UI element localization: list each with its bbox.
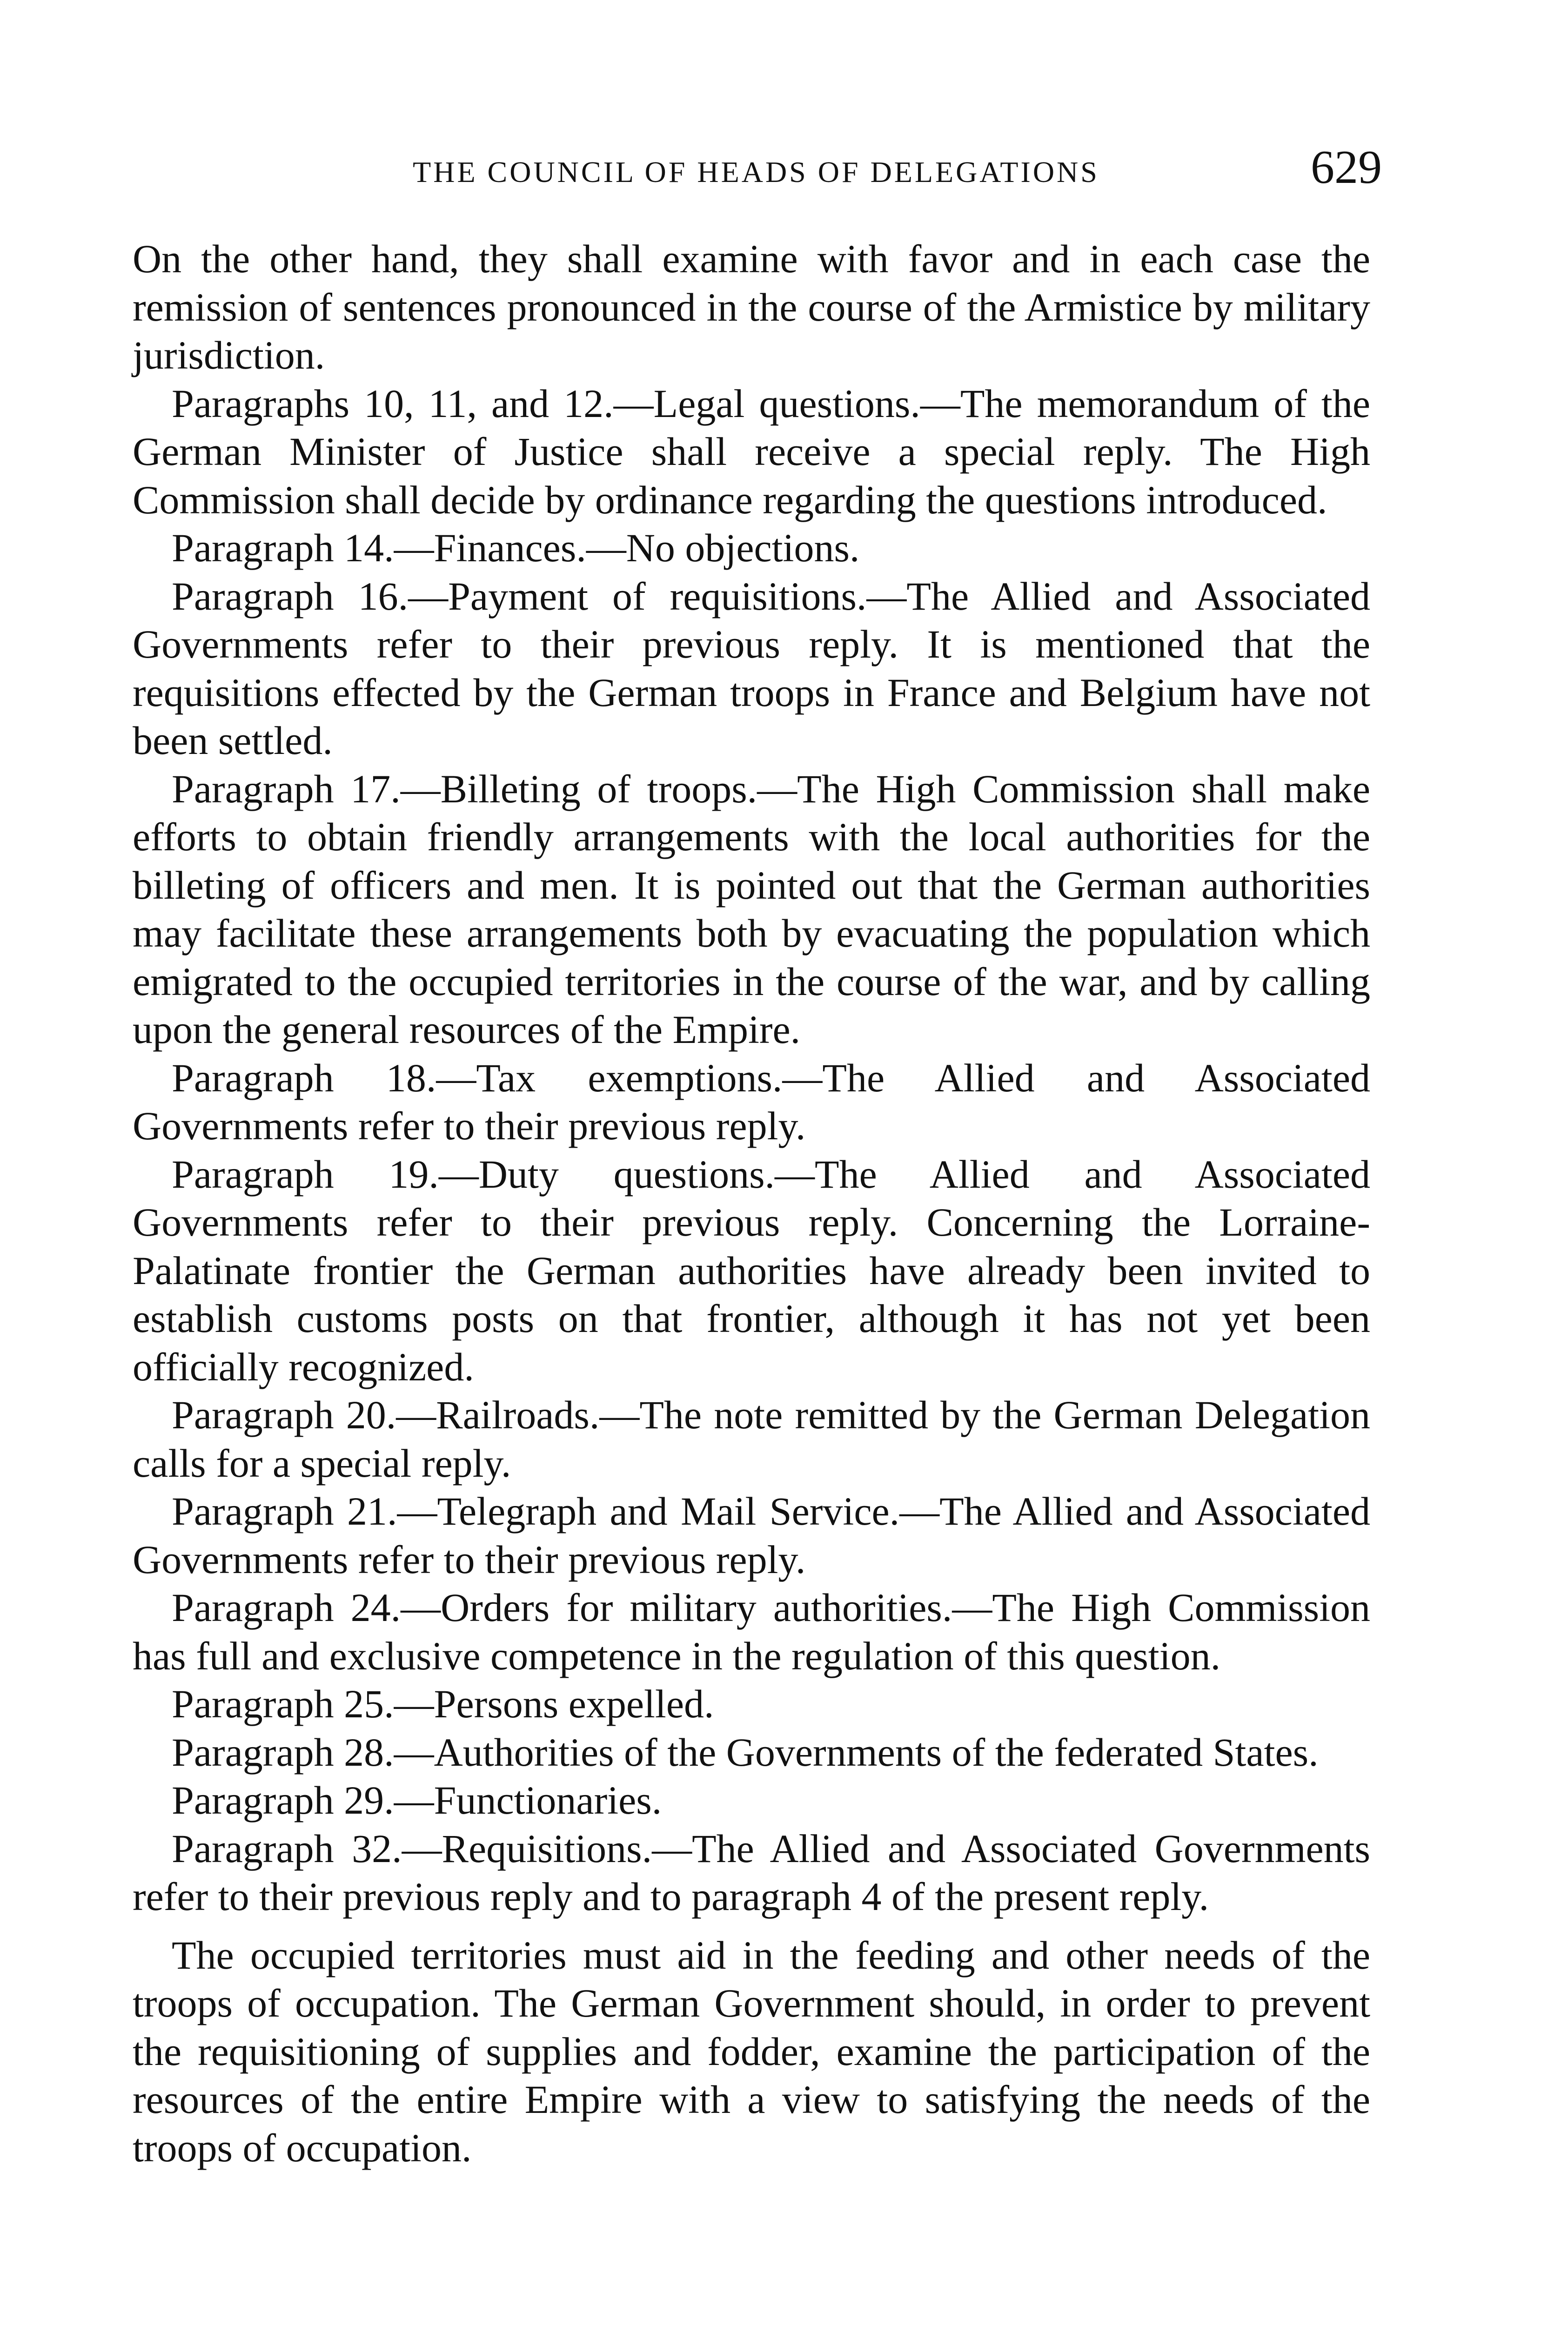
- paragraph-telegraph-and-mail: Paragraph 21.—Telegraph and Mail Service.—The Allied and Associated Governments refer to their previous reply.: [133, 1489, 1370, 1582]
- paragraph-federated-states: Paragraph 28.—Authorities of the Governments of the federated States.: [172, 1729, 1319, 1775]
- paragraph-railroads: Paragraph 20.—Railroads.—The note remitted by the German Delegation calls for a special reply.: [133, 1392, 1370, 1486]
- body-text: [133, 235, 1370, 2172]
- paragraph-military-orders: Paragraph 24.—Orders for military authorities.—The High Commission has full and exclusive competence in the regulation of this question.: [133, 1585, 1370, 1678]
- paragraph-payment-of-requisitions: Paragraph 16.—Payment of requisitions.—The Allied and Associated Governments refer to their previous reply. It is mentioned that the requisitions effected by the German troops in France and Belgium have not been settled.: [133, 573, 1370, 763]
- paragraph-requisitions: Paragraph 32.—Requisitions.—The Allied and Associated Governments refer to their previous reply and to paragraph 4 of the present reply.: [133, 1826, 1370, 1919]
- running-head-title: THE COUNCIL OF HEADS OF DELEGATIONS: [413, 155, 1099, 188]
- paragraph-persons-expelled: Paragraph 25.—Persons expelled.: [172, 1681, 714, 1726]
- paragraph-legal-questions: Paragraphs 10, 11, and 12.—Legal questions.—The memorandum of the German Minister of Justice shall receive a special reply. The High Commission shall decide by ordinance regarding the questions introduced.: [133, 381, 1370, 522]
- page-number: 629: [1311, 141, 1382, 194]
- paragraph-billeting-of-troops: Paragraph 17.—Billeting of troops.—The High Commission shall make efforts to obtain friendly arrangements with the local authorities for the billeting of officers and men. It is pointed out that the German authorities may facilitate these arrangements both by evacuating the population which emigrated to the occupied territories in the course of the war, and by calling upon the general resources of the Empire.: [133, 766, 1370, 1052]
- paragraph-functionaries: Paragraph 29.—Functionaries.: [172, 1778, 662, 1823]
- paragraph-tax-exemptions: Paragraph 18.—Tax exemptions.—The Allied and Associated Governments refer to their previous reply.: [133, 1055, 1370, 1148]
- paragraph-occupied-territories: The occupied territories must aid in the feeding and other needs of the troops of occupation. The German Government should, in order to prevent the requisitioning of supplies and fodder, examine the participation of the resources of the entire Empire with a view to satisfying the needs of the troops of occupation.: [133, 1932, 1370, 2170]
- paragraph-duty-questions: Paragraph 19.—Duty questions.—The Allied and Associated Governments refer to their previous reply. Concerning the Lorraine-Palatinate frontier the German authorities have already been invited to establish customs posts on that frontier, although it has not yet been officially recognized.: [133, 1151, 1370, 1389]
- paragraph-sentences-remission: On the other hand, they shall examine with favor and in each case the remission of sentences pronounced in the course of the Armistice by military jurisdiction.: [133, 236, 1370, 377]
- paragraph-finances: Paragraph 14.—Finances.—No objections.: [172, 525, 860, 570]
